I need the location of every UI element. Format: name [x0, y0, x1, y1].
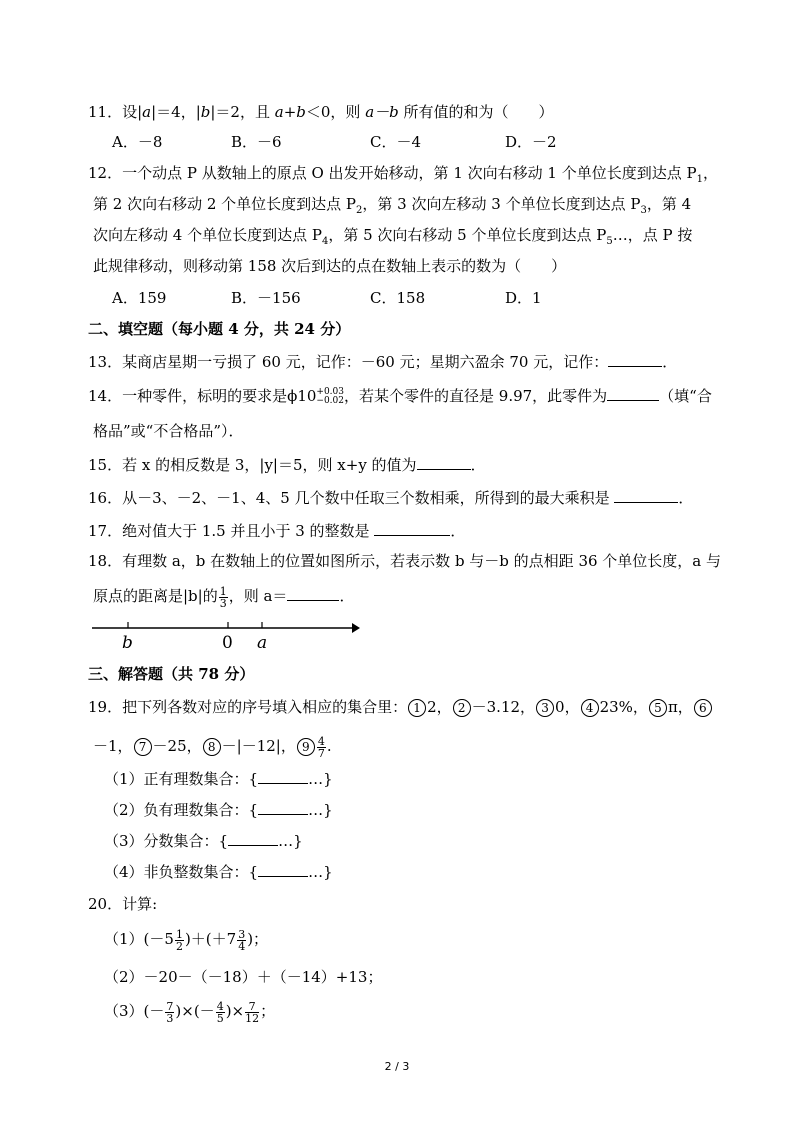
q19-frac-num: 4 [317, 734, 325, 748]
q15-text: 15．若 x 的相反数是 3，|y|＝5，则 x+y 的值为 [88, 456, 417, 474]
label-b: b [122, 633, 133, 652]
question-15 [88, 454, 486, 476]
question-12-line-4: 此规律移动，则移动第 158 次后到达的点在数轴上表示的数为（ ） [93, 257, 567, 275]
q12-option-d: D．1 [505, 289, 542, 307]
q20-part-3 [104, 1000, 275, 1024]
q14-text-3: （填“合 [659, 387, 712, 405]
q15-answer-blank[interactable] [417, 455, 471, 470]
q14-tolerance-upper: +0.03 [316, 387, 344, 397]
question-17 [88, 520, 465, 542]
q11-text-2: |＝4，| [151, 103, 201, 121]
q17-text: 17．绝对值大于 1.5 并且小于 3 的整数是 [88, 522, 375, 540]
q20-p3-frac-1 [165, 1001, 174, 1024]
q12-sub: 1 [696, 174, 703, 185]
question-13 [88, 351, 677, 373]
q12-text-end: ， [702, 164, 718, 182]
q20-p3-f2-den: 5 [216, 1011, 224, 1025]
q14-tolerance-lower: −0.02 [316, 396, 344, 406]
q19-set-1 [104, 768, 333, 790]
q12-text-5: 次向左移动 4 个单位长度到达点 P [93, 226, 322, 244]
q20-p1-frac-1 [175, 929, 184, 952]
q13-end: ． [662, 353, 678, 371]
q18-answer-blank[interactable] [287, 586, 339, 601]
q18-fraction [219, 586, 228, 609]
q19-set-2-end: …} [308, 801, 333, 819]
number-line-figure [90, 618, 360, 652]
q19-text: 19．把下列各数对应的序号填入相应的集合里： [88, 698, 408, 716]
q19-mark-7: 7 [134, 738, 152, 756]
question-11 [88, 101, 554, 123]
q14-text: 14．一种零件，标明的要求是 [88, 387, 288, 405]
q11-text-4: ＜0，则 [305, 103, 366, 121]
q19-val-2: －3.12， [471, 698, 536, 716]
q19-val-8: －|－12|， [221, 737, 296, 755]
page-number: 2 / 3 [384, 1060, 410, 1073]
q13-text: 13．某商店星期一亏损了 60 元，记作：－60 元；星期六盈余 70 元，记作： [88, 353, 609, 371]
q20-p3-f2-num: 4 [216, 999, 224, 1013]
question-16 [88, 487, 693, 509]
q20-p3-frac-3 [245, 1001, 259, 1024]
q19-set-3 [104, 830, 303, 852]
q19-val-1: 2， [427, 698, 452, 716]
q13-answer-blank[interactable] [608, 352, 662, 367]
question-19-line-2 [93, 735, 332, 759]
q20-p3-f3-num: 7 [245, 1001, 259, 1013]
q12-sub-3: 3 [640, 205, 647, 216]
q20-p1-f2-den: 4 [238, 939, 246, 953]
q19-set-2-blank[interactable] [258, 800, 308, 815]
q19-val-6: －1， [93, 737, 133, 755]
q19-mark-3: 3 [536, 699, 554, 717]
q19-frac-end: . [326, 737, 332, 755]
q11-expr2: a－b [365, 103, 399, 121]
q19-mark-9: 9 [297, 738, 315, 756]
q12-text-3: ，第 3 次向左移动 3 个单位长度到达点 P [362, 195, 641, 213]
q11-var-a: a [142, 103, 152, 121]
q20-p3-f1-den: 3 [166, 1011, 174, 1025]
q18-frac-num: 1 [219, 584, 227, 598]
q15-end: ． [470, 456, 486, 474]
q19-val-3: 0， [555, 698, 580, 716]
question-14-line-1 [88, 385, 712, 407]
q20-p3-text-3: )× [225, 1002, 245, 1020]
q19-mark-8: 8 [203, 738, 221, 756]
q19-mark-2: 2 [453, 699, 471, 717]
q19-mark-6: 6 [694, 699, 712, 717]
q18-text: 原点的距离是|b|的 [93, 587, 218, 605]
q19-set-4 [104, 861, 333, 883]
q11-text-3: |＝2，且 [210, 103, 275, 121]
q19-set-3-label: （3）分数集合：{ [104, 832, 229, 850]
q19-val-4: 23%， [599, 698, 648, 716]
q11-option-b: B．－6 [231, 133, 282, 151]
q12-option-c: C．158 [370, 289, 426, 307]
question-18-line-1: 18．有理数 a，b 在数轴上的位置如图所示，若表示数 b 与－b 的点相距 36 个单位长度，a 与 [88, 552, 722, 570]
q20-p3-text-2: )×(－ [175, 1002, 215, 1020]
q19-frac-den: 7 [317, 746, 325, 760]
q19-mark-4: 4 [581, 699, 599, 717]
q19-set-4-label: （4）非负整数集合：{ [104, 863, 259, 881]
q20-p1-f1-den: 2 [175, 939, 183, 953]
q19-mark-5: 5 [649, 699, 667, 717]
q20-part-2: （2）－20－（－18）＋（－14）+13； [104, 968, 383, 986]
q20-p3-f3-den: 12 [245, 1011, 260, 1025]
q19-mark-1: 1 [408, 699, 426, 717]
q19-set-2 [104, 799, 333, 821]
q14-phi: ϕ10 [287, 387, 317, 405]
q19-val-7: －25， [152, 737, 202, 755]
q17-answer-blank[interactable] [374, 521, 450, 536]
q12-text-2: 第 2 次向右移动 2 个单位长度到达点 P [93, 195, 357, 213]
q18-frac-den: 3 [219, 596, 227, 610]
q20-p3-end: ； [260, 1002, 276, 1020]
q18-text-2: ，则 a＝ [228, 587, 288, 605]
q12-sub-5: 5 [606, 236, 613, 247]
question-12-line-1 [88, 162, 718, 191]
q16-text: 16．从－3、－2、－1、4、5 几个数中任取三个数相乘，所得到的最大乘积是 [88, 489, 615, 507]
q11-text: 11．设| [88, 103, 143, 121]
q16-end: ． [678, 489, 694, 507]
q19-set-4-end: …} [308, 863, 333, 881]
q19-set-2-label: （2）负有理数集合：{ [104, 801, 259, 819]
label-a: a [257, 633, 268, 652]
section-3-heading: 三、解答题（共 78 分） [88, 665, 255, 683]
q20-p1-f2-num: 3 [238, 927, 246, 941]
q12-sub-4: 4 [321, 236, 329, 247]
q19-set-1-blank[interactable] [258, 769, 308, 784]
q11-text-5: 所有值的和为（ ） [398, 103, 554, 121]
q20-p1-end: )； [247, 930, 269, 948]
question-12-line-3 [93, 224, 692, 253]
q19-set-1-end: …} [308, 770, 333, 788]
q11-var-b: b [200, 103, 211, 121]
q11-expr: a+b [274, 103, 306, 121]
q12-option-a: A．159 [112, 289, 167, 307]
question-14-line-2: 格品”或“不合格品”）． [93, 422, 244, 440]
section-2-heading: 二、填空题（每小题 4 分，共 24 分） [88, 320, 351, 338]
q11-option-d: D．－2 [505, 133, 557, 151]
q19-set-4-blank[interactable] [258, 862, 308, 877]
q19-set-1-label: （1）正有理数集合：{ [104, 770, 259, 788]
q12-text-4: ，第 4 [646, 195, 692, 213]
q14-tolerance [316, 388, 344, 406]
q19-set-3-blank[interactable] [228, 831, 278, 846]
number-line-arrow [352, 623, 360, 633]
q19-val-5: π， [667, 698, 693, 716]
q11-option-c: C．－4 [370, 133, 422, 151]
question-12-line-2 [93, 193, 691, 222]
q16-answer-blank[interactable] [614, 488, 678, 503]
q20-p1-f1-num: 1 [175, 927, 183, 941]
q12-text-6: ，第 5 次向右移动 5 个单位长度到达点 P [328, 226, 607, 244]
q19-set-3-end: …} [278, 832, 303, 850]
q20-p1-frac-2 [237, 929, 246, 952]
q20-p3-text: （3）(－ [104, 1002, 165, 1020]
q12-text-7: …，点 P 按 [612, 226, 693, 244]
question-20-title: 20．计算: [88, 895, 158, 913]
q17-end: ． [450, 522, 466, 540]
q18-end: ． [339, 587, 355, 605]
q20-p1-text: （1）(－5 [104, 930, 174, 948]
q12-option-b: B．－156 [231, 289, 301, 307]
q19-fraction [317, 736, 326, 759]
label-0: 0 [222, 633, 233, 652]
q12-text: 12．一个动点 P 从数轴上的原点 O 出发开始移动，第 1 次向右移动 1 个单位长度到达点 P [88, 164, 697, 182]
q14-text-2: ，若某个零件的直径是 9.97，此零件为 [344, 387, 608, 405]
q20-p3-frac-2 [216, 1001, 225, 1024]
q20-p3-f1-num: 7 [166, 999, 174, 1013]
question-18-line-2 [93, 585, 354, 609]
q14-answer-blank[interactable] [607, 386, 659, 401]
question-19-line-1 [88, 696, 713, 718]
q12-sub-2: 2 [356, 205, 363, 216]
q20-p1-text-2: )＋(＋7 [184, 930, 237, 948]
q20-part-1 [104, 928, 268, 952]
q11-option-a: A．－8 [112, 133, 163, 151]
